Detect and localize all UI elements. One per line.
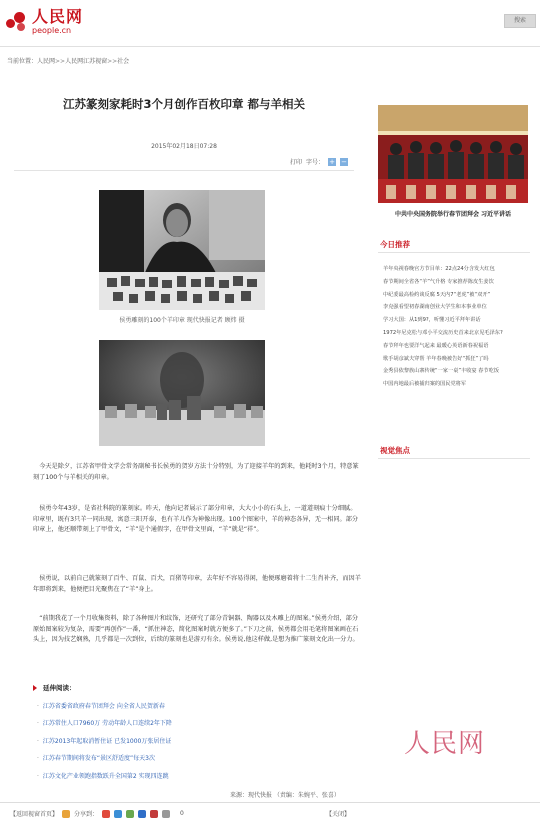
sidebar-divider <box>378 458 530 459</box>
share-label: 分享到： <box>74 811 99 818</box>
logo-cn: 人民网 <box>32 7 84 26</box>
breadcrumb-prefix: 当前位置： <box>7 58 38 65</box>
breadcrumb-item-society[interactable]: 社会 <box>117 58 130 65</box>
renren-icon[interactable] <box>138 810 146 818</box>
article-date: 2015年02月18日07:28 <box>151 143 217 150</box>
today-item[interactable]: 中纪委最高检约谈反腐 5天内7“老虎”被“双开” <box>383 291 491 298</box>
qzone-icon[interactable] <box>114 810 122 818</box>
breadcrumb-sep: >> <box>107 58 118 65</box>
today-item[interactable]: 春节拜年也要洋气起来 最暖心英语新春祝福语 <box>383 342 489 349</box>
today-recommend-title: 今日推荐 <box>380 240 410 249</box>
seals-photo-graphic <box>99 340 265 446</box>
font-increase-icon[interactable]: + <box>329 157 335 166</box>
logo-en: people.cn <box>32 26 72 35</box>
today-item[interactable]: 羊年央视春晚官方节目单：22点24分含发大红包 <box>383 266 495 272</box>
article-source: 来源：现代快报 （责编：朱婉平、张喜） <box>230 792 340 799</box>
breadcrumb <box>7 56 129 65</box>
watermark-logo: 人民网 <box>404 729 486 759</box>
article-photo-artist <box>99 190 265 310</box>
article-photo-seals <box>99 340 265 446</box>
related-reading <box>33 683 333 780</box>
today-item[interactable]: 金秀县依黎族山寨传统“一家一桌”丰收宴 春节吃饭 <box>383 368 499 375</box>
header-divider <box>0 46 540 47</box>
related-title: 延伸阅读： <box>33 683 333 692</box>
photo-caption: 侯勇雕刻的100个羊印章 现代快报记者 顾炜 摄 <box>119 317 245 324</box>
related-link[interactable]: · 江苏文化产业领跑指数跃升全国第2 实现四连跳 <box>37 771 333 780</box>
related-link[interactable]: · 江苏省委省政府春节团拜会 向全省人民贺新春 <box>37 701 333 710</box>
back-home-link[interactable]: 【返回视窗首页】 <box>10 811 59 818</box>
related-link[interactable]: · 江苏2013年起取消暂住证 已发1000万张居住证 <box>37 736 333 745</box>
fontsize-label: 字号： <box>306 159 325 166</box>
related-link[interactable]: · 江苏春节期间将发布“景区舒适度”每天3次 <box>37 753 333 762</box>
today-item[interactable]: 1972年尼克松与邓小平交流历史首来北京见毛泽东? <box>383 329 503 336</box>
today-item[interactable]: 学习大国：从1到9?，听懂习近平拜年讲话 <box>383 317 481 324</box>
share-count: 0 <box>180 810 184 817</box>
font-decrease-icon[interactable]: − <box>341 157 347 166</box>
people-weibo-icon[interactable] <box>150 810 158 818</box>
article-paragraph: 今天是除夕，江苏省甲骨文学会常务副秘书长侯勇的贺岁方法十分特别，为了迎接羊年的到来，他耗时3个月，特意篆刻了100个与羊相关的印章。 <box>33 463 359 481</box>
people-logo[interactable] <box>4 6 83 38</box>
more-share-icon[interactable] <box>162 810 170 818</box>
visual-focus-title: 视觉焦点 <box>380 446 410 455</box>
article-tools <box>290 157 348 166</box>
article-title: 江苏篆刻家耗时3个月创作百枚印章 都与羊相关 <box>62 97 305 111</box>
meeting-photo-graphic <box>378 105 528 203</box>
article-divider <box>14 170 354 171</box>
sidebar-photo-caption[interactable]: 中共中央国务院举行春节团拜会 习近平讲话 <box>394 211 512 218</box>
arrow-right-icon <box>33 685 37 691</box>
article-paragraph: “前期我花了一个月收集资料，除了各种图片和纹饰，还研究了部分青铜器、陶器以及木雕上的图案。”侯勇介绍，部分原始图案较为复杂，需要“再创作”一番，“抓住神态，简化图案时就方便多了。”下刀之前，侯勇都会用毛笔将图案画在石头上，因为技艺娴熟，几乎都是一次到位，后续的篆刻也是游刃有余。侯勇说,他这样做,是想为推广篆刻文化出一分力。 <box>33 615 359 643</box>
search-button[interactable]: 搜索 <box>504 14 536 28</box>
article-footer <box>10 809 184 818</box>
logo-mark-icon <box>4 9 30 35</box>
today-item[interactable]: 中国内地最后被捕归案的国民党将军 <box>383 381 467 388</box>
today-item[interactable]: 李克强看望初春湖南创业大学生和本事业单位 <box>383 304 487 311</box>
today-item[interactable]: 春节期间全省各“羊”气升格 专家推荐陈皮生姜饮 <box>383 278 494 285</box>
sidebar-divider <box>378 252 530 253</box>
close-link[interactable]: 【关闭】 <box>326 811 351 818</box>
share-plus-icon[interactable] <box>62 810 70 818</box>
artist-photo-graphic <box>99 190 265 310</box>
wechat-icon[interactable] <box>126 810 134 818</box>
print-link[interactable]: 打印 <box>290 159 303 166</box>
article-paragraph: 侯勇说，以前自己就篆刻了百牛、百鼠、百犬，百猪等印章，去年好不容易得闲，他便琢磨着将十二生肖补齐，而因羊年即将到来，他便把目光聚焦在了“羊”身上。 <box>33 575 361 593</box>
breadcrumb-item-people[interactable]: 人民网 <box>37 58 56 65</box>
today-recommend-list <box>383 263 533 391</box>
breadcrumb-item-jiangsu[interactable]: 人民网江苏视窗 <box>65 58 108 65</box>
today-item[interactable]: 歌手胡彦斌夫穿帮 羊年春晚被告好“抓狂”了吗 <box>383 355 489 362</box>
related-link[interactable]: · 江苏常住人口7960万 劳动年龄人口连续2年下降 <box>37 718 333 727</box>
footer-divider <box>0 802 540 803</box>
weibo-icon[interactable] <box>102 810 110 818</box>
sidebar-photo[interactable] <box>378 105 528 203</box>
article-paragraph: 侯勇今年43岁，是省社科院的篆刻家。昨天，他向记者展示了部分印章，大大小小的石头上，一道道刻痕十分细腻。印章里，既有3只羊一同出现，寓意三阳开泰，也有羊儿作为神像出现。100个图案中，羊的神态各异，无一相同。部分印章上，他还顺带刻上了甲骨文，“羊”是个通假字，在甲骨文里面，“羊”就是“祥”。 <box>33 505 359 533</box>
breadcrumb-sep: >> <box>55 58 66 65</box>
